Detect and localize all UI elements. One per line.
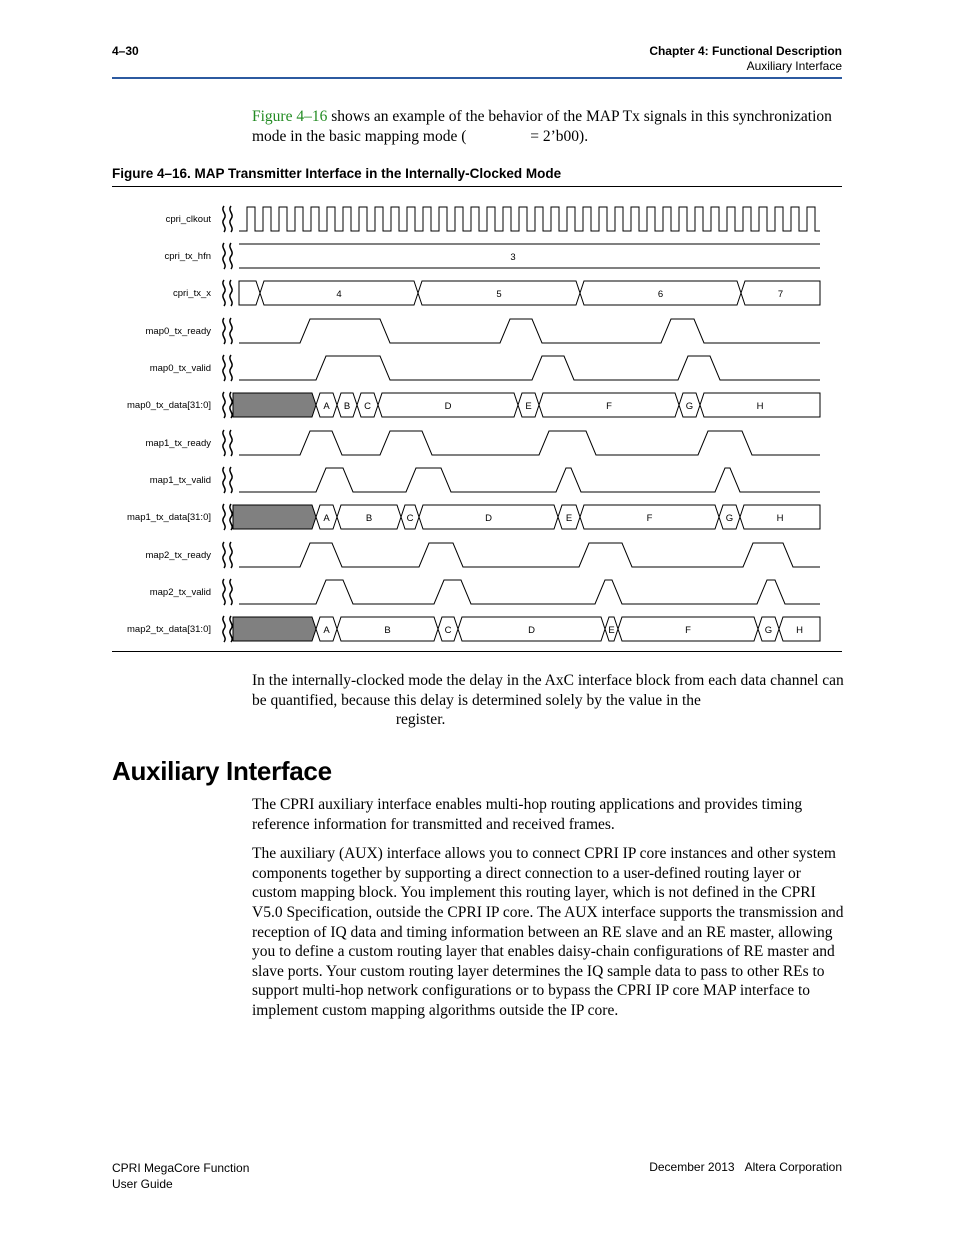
data-value: F xyxy=(646,513,653,524)
pulse-waveform xyxy=(239,319,820,343)
section-heading: Auxiliary Interface xyxy=(112,756,332,786)
signal-name-map2_tx_ready: map2_tx_ready xyxy=(145,550,211,561)
footer-company: Altera Corporation xyxy=(744,1160,842,1174)
tx-x-value: 4 xyxy=(336,289,342,300)
break-marker xyxy=(230,243,232,269)
break-marker xyxy=(230,467,232,493)
signal-name-map0_tx_valid: map0_tx_valid xyxy=(149,363,211,374)
break-marker xyxy=(223,392,225,418)
data-value: E xyxy=(565,513,573,524)
section-body xyxy=(252,795,844,1031)
break-marker xyxy=(230,392,232,418)
data-value: H xyxy=(776,513,784,524)
signal-name-cpri_tx_hfn: cpri_tx_hfn xyxy=(164,251,211,262)
break-marker xyxy=(230,355,232,381)
data-value: F xyxy=(606,401,612,412)
page-number: 4–30 xyxy=(112,44,139,58)
data-value: E xyxy=(608,625,615,636)
pulse-waveform xyxy=(239,431,820,455)
break-marker xyxy=(230,504,232,530)
intro-text: shows an example of the behavior of the MAP Tx signals in this synchronization mode in the basic mapping mode ( xyxy=(252,108,832,145)
footer-product: CPRI MegaCore Function xyxy=(112,1161,250,1175)
header-rule xyxy=(112,77,842,79)
body-paragraph: The auxiliary (AUX) interface allows you to connect CPRI IP core instances and other system components together by supporting a direct connection to a user-defined routing layer or custom mapping block. You implement this routing layer, which is not defined in the CPRI V5.0 Specification, outside the CPRI IP core. The AUX interface supports the transmission and reception of IQ data and timing information between an RE slave and an RE master, allowing you to define a custom routing layer that enables daisy-chain configurations of RE master and slave ports. Your custom routing layer determines the IQ sample data to pass to other REs to support multi-hop network configurations or to bypass the CPRI IP core MAP interface to implement custom mapping algorithms outside the IP core. xyxy=(252,845,844,1019)
body-paragraph: The CPRI auxiliary interface enables multi-hop routing applications and provides timing reference information for transmitted and received frames. xyxy=(252,796,803,833)
break-marker xyxy=(223,318,225,344)
pulse-waveform xyxy=(239,580,820,604)
figure-link[interactable]: Figure 4–16 xyxy=(252,108,328,125)
break-marker xyxy=(230,542,232,568)
intro-paragraph xyxy=(252,107,844,146)
figure-caption: Figure 4–16. MAP Transmitter Interface in the Internally-Clocked Mode xyxy=(112,166,562,181)
break-marker xyxy=(230,616,232,642)
undefined-data-segment xyxy=(233,393,316,417)
data-value: E xyxy=(525,401,532,412)
data-value: G xyxy=(764,625,773,636)
running-section-title: Auxiliary Interface xyxy=(746,59,842,73)
break-marker xyxy=(223,616,225,642)
data-value: H xyxy=(756,401,764,412)
break-marker xyxy=(223,542,225,568)
break-marker xyxy=(230,579,232,605)
undefined-data-segment xyxy=(233,505,316,529)
break-marker xyxy=(223,243,225,269)
delay-text: In the internally-clocked mode the delay in the AxC interface block from each data channel can be quantified, because this delay is determined solely by the value in the xyxy=(252,672,844,709)
footer-left xyxy=(112,1160,249,1192)
hfn-value: 3 xyxy=(510,252,516,263)
signal-name-map1_tx_data310: map1_tx_data[31:0] xyxy=(127,512,211,523)
data-value: A xyxy=(323,513,330,524)
data-value: G xyxy=(725,513,734,524)
signal-name-map1_tx_valid: map1_tx_valid xyxy=(149,475,211,486)
break-marker xyxy=(223,579,225,605)
break-marker xyxy=(223,504,225,530)
data-value: A xyxy=(323,625,330,636)
chapter-title: Chapter 4: Functional Description xyxy=(649,44,842,58)
signal-name-map2_tx_valid: map2_tx_valid xyxy=(149,587,211,598)
data-value: G xyxy=(685,401,694,412)
signal-name-map0_tx_ready: map0_tx_ready xyxy=(145,326,211,337)
data-value: C xyxy=(406,513,414,524)
data-value: B xyxy=(384,625,391,636)
delay-paragraph xyxy=(252,671,844,730)
figure-bottom-rule xyxy=(112,651,842,652)
pulse-waveform xyxy=(239,356,820,380)
break-marker xyxy=(230,318,232,344)
pulse-waveform xyxy=(239,543,820,567)
data-value: D xyxy=(485,513,492,524)
intro-text-end: = 2’b00). xyxy=(526,127,589,145)
signal-name-cpri_clkout: cpri_clkout xyxy=(165,214,211,225)
signal-name-map0_tx_data310: map0_tx_data[31:0] xyxy=(127,400,211,411)
break-marker xyxy=(223,355,225,381)
data-value: A xyxy=(323,401,330,412)
tx-x-value: 6 xyxy=(657,289,664,300)
data-value: D xyxy=(528,625,535,636)
undefined-data-segment xyxy=(233,617,316,641)
footer-date: December 2013 xyxy=(649,1160,735,1174)
timing-diagram xyxy=(112,192,842,652)
pulse-waveform xyxy=(239,468,820,492)
break-marker xyxy=(230,430,232,456)
data-value: B xyxy=(343,401,351,412)
footer-doc: User Guide xyxy=(112,1177,173,1191)
break-marker xyxy=(223,206,225,232)
figure-top-rule xyxy=(112,186,842,187)
signal-name-map2_tx_data310: map2_tx_data[31:0] xyxy=(127,624,211,635)
data-value: H xyxy=(796,625,803,636)
tx-x-value: 7 xyxy=(777,289,784,300)
signal-name-map1_tx_ready: map1_tx_ready xyxy=(145,438,211,449)
tx-x-value: 5 xyxy=(496,289,502,300)
bus-segment xyxy=(239,281,260,305)
break-marker xyxy=(223,280,225,306)
signal-name-cpri_tx_x: cpri_tx_x xyxy=(172,288,211,299)
break-marker xyxy=(223,430,225,456)
footer-right xyxy=(639,1160,842,1174)
data-value: B xyxy=(365,513,373,524)
break-marker xyxy=(230,280,232,306)
data-value: C xyxy=(364,401,371,412)
data-value: C xyxy=(444,625,452,636)
clock-waveform xyxy=(239,207,820,231)
delay-text-end: register. xyxy=(392,711,446,729)
break-marker xyxy=(230,206,232,232)
break-marker xyxy=(223,467,225,493)
data-value: D xyxy=(444,401,452,412)
data-value: F xyxy=(685,625,691,636)
